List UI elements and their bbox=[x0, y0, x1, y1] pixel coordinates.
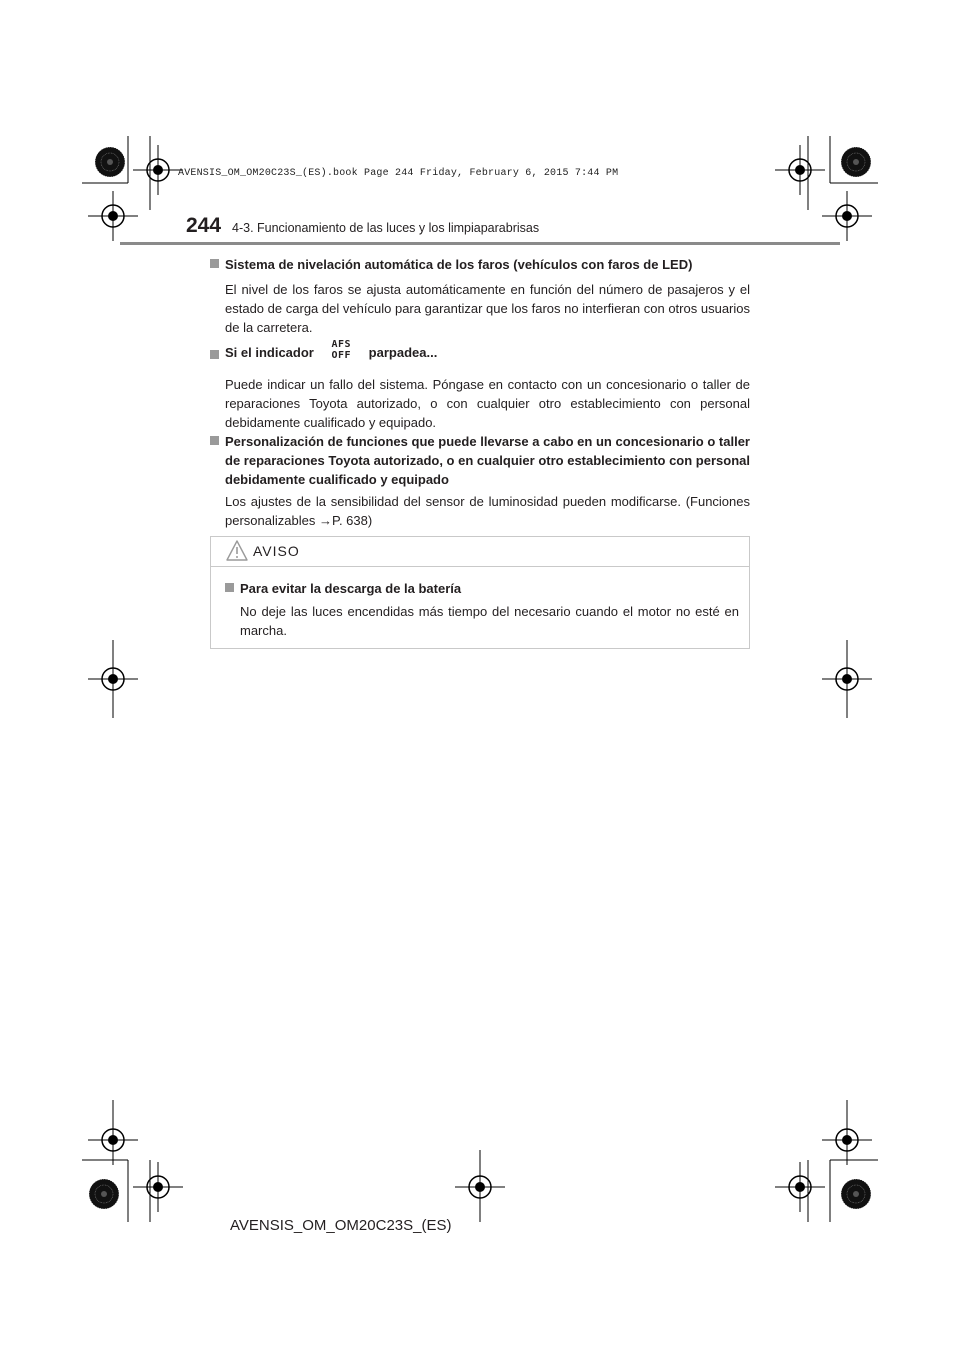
section-indicator-flashing bbox=[210, 339, 750, 432]
warning-header bbox=[211, 537, 749, 567]
warning-box bbox=[210, 536, 750, 649]
section-body: El nivel de los faros se ajusta automáticamente en función del número de pasajeros y el estado de carga del vehículo para garantizar que los faros no interfieran con otros usuarios de la carretera. bbox=[225, 282, 750, 335]
section-heading: Personalización de funciones que puede llevarse a cabo en un concesionario o taller de reparaciones Toyota autorizado, o en cualquier otro establecimiento con personal debidamente cualificado y equipado bbox=[210, 432, 750, 489]
footer-document-code: AVENSIS_OM_OM20C23S_(ES) bbox=[230, 1217, 452, 1234]
afs-off-indicator-icon: AFS OFF bbox=[331, 339, 352, 361]
book-info-line: AVENSIS_OM_OM20C23S_(ES).book Page 244 Friday, February 6, 2015 7:44 PM bbox=[178, 168, 619, 179]
warning-triangle-icon bbox=[225, 539, 249, 563]
bullet-square-icon bbox=[210, 350, 219, 359]
section-heading: Sistema de nivelación automática de los faros (vehículos con faros de LED) bbox=[210, 255, 750, 274]
section-heading: Si el indicador AFS OFF parpadea... bbox=[210, 339, 750, 369]
section-title: 4-3. Funcionamiento de las luces y los limpiaparabrisas bbox=[232, 221, 540, 235]
bullet-square-icon bbox=[225, 583, 234, 592]
section-body: Los ajustes de la sensibilidad del sensor de luminosidad pueden modificarse. (Funciones personalizables →P. 638) bbox=[225, 494, 750, 528]
header-rule bbox=[120, 242, 840, 245]
section-customization bbox=[210, 432, 750, 530]
page-number: 244 bbox=[186, 214, 222, 237]
bullet-square-icon bbox=[210, 259, 219, 268]
warning-heading: Para evitar la descarga de la batería bbox=[225, 579, 739, 598]
bullet-square-icon bbox=[210, 436, 219, 445]
section-headlight-leveling bbox=[210, 255, 750, 337]
section-body: Puede indicar un fallo del sistema. Póngase en contacto con un concesionario o taller de reparaciones Toyota autorizado, o con cualquier otro establecimiento con personal debidamente cualificado y equipado. bbox=[225, 377, 750, 430]
warning-label: AVISO bbox=[253, 543, 300, 559]
warning-body: No deje las luces encendidas más tiempo del necesario cuando el motor no esté en marcha. bbox=[240, 604, 739, 638]
warning-content bbox=[211, 567, 749, 640]
